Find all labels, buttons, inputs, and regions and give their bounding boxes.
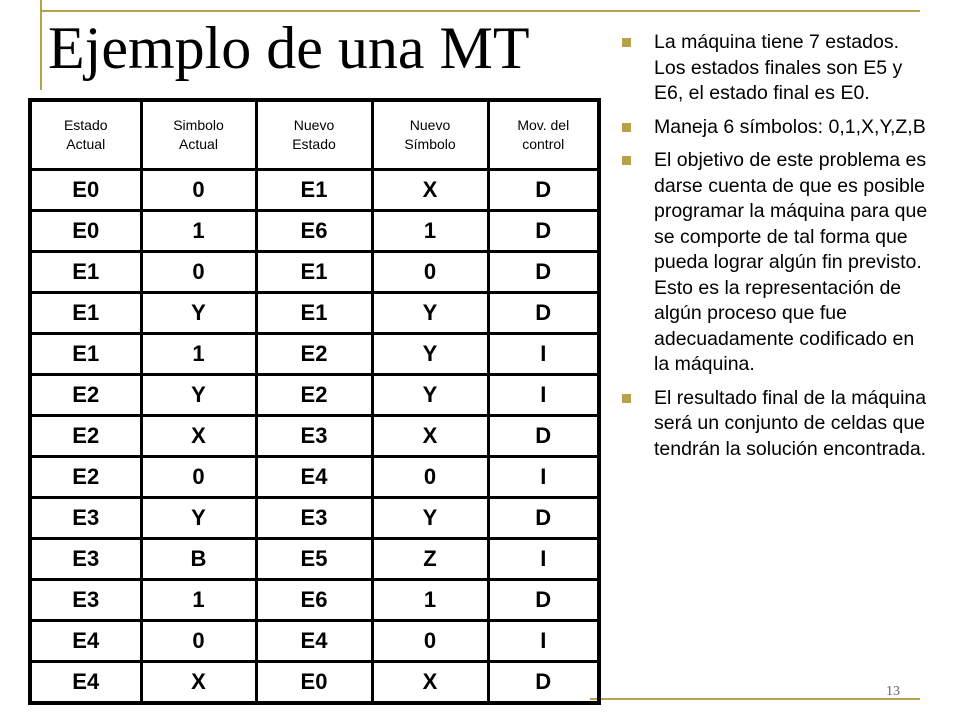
table-row xyxy=(30,170,599,211)
table-row xyxy=(30,416,599,457)
header-nuevo-simbolo: Nuevo Símbolo xyxy=(372,100,488,170)
table-cell: I xyxy=(488,621,599,662)
square-bullet-icon xyxy=(622,394,631,403)
table-cell: 0 xyxy=(372,252,488,293)
bullet-item xyxy=(618,115,934,141)
table-cell: E1 xyxy=(30,334,141,375)
table-row xyxy=(30,498,599,539)
table-cell: E1 xyxy=(256,293,372,334)
table-cell: X xyxy=(372,416,488,457)
table-cell: D xyxy=(488,252,599,293)
table-cell: E2 xyxy=(30,416,141,457)
table-row xyxy=(30,457,599,498)
table-cell: D xyxy=(488,170,599,211)
bullet-text: El objetivo de este problema es darse cuenta de que es posible programar la máquina para que se comporte de tal forma que pueda lograr algún fin previsto. Esto es la representación de algún proceso que fue adecuadamente codificado en la máquina. xyxy=(654,149,928,375)
transition-table xyxy=(28,98,601,705)
table-cell: E2 xyxy=(256,334,372,375)
table-cell: X xyxy=(141,662,256,704)
table-cell: E3 xyxy=(30,539,141,580)
table-cell: Y xyxy=(141,293,256,334)
table-header-row xyxy=(30,100,599,170)
table-cell: 0 xyxy=(141,621,256,662)
header-mov-control: Mov. del control xyxy=(488,100,599,170)
table-cell: 1 xyxy=(141,580,256,621)
header-estado-actual: Estado Actual xyxy=(30,100,141,170)
table-cell: 1 xyxy=(372,580,488,621)
table-cell: D xyxy=(488,662,599,704)
table-cell: I xyxy=(488,457,599,498)
table-cell: E4 xyxy=(30,621,141,662)
transition-table-container xyxy=(28,98,601,705)
table-cell: E2 xyxy=(256,375,372,416)
table-cell: D xyxy=(488,580,599,621)
table-row xyxy=(30,293,599,334)
header-nuevo-estado: Nuevo Estado xyxy=(256,100,372,170)
bullet-item xyxy=(618,30,934,107)
table-cell: X xyxy=(372,662,488,704)
table-cell: Y xyxy=(141,375,256,416)
table-cell: E4 xyxy=(30,662,141,704)
table-cell: B xyxy=(141,539,256,580)
table-cell: X xyxy=(372,170,488,211)
table-row xyxy=(30,375,599,416)
table-cell: Y xyxy=(372,334,488,375)
slide-title: Ejemplo de una MT xyxy=(48,15,530,81)
table-row xyxy=(30,621,599,662)
table-cell: D xyxy=(488,293,599,334)
table-cell: 1 xyxy=(372,211,488,252)
bullet-item xyxy=(618,386,934,463)
table-body xyxy=(30,170,599,704)
bullet-item xyxy=(618,148,934,378)
top-decorative-line xyxy=(40,10,920,12)
table-cell: E6 xyxy=(256,211,372,252)
bottom-decorative-line xyxy=(590,698,920,700)
table-cell: Z xyxy=(372,539,488,580)
table-cell: E4 xyxy=(256,457,372,498)
table-row xyxy=(30,580,599,621)
table-cell: E3 xyxy=(30,580,141,621)
square-bullet-icon xyxy=(622,123,631,132)
table-row xyxy=(30,334,599,375)
bullet-text: La máquina tiene 7 estados. Los estados finales son E5 y E6, el estado final es E0. xyxy=(654,31,903,104)
table-cell: E3 xyxy=(256,416,372,457)
bullet-text: El resultado final de la máquina será un conjunto de celdas que tendrán la solución encontrada. xyxy=(654,386,927,460)
table-cell: E2 xyxy=(30,375,141,416)
table-cell: 0 xyxy=(372,621,488,662)
table-cell: 0 xyxy=(141,252,256,293)
table-cell: D xyxy=(488,211,599,252)
square-bullet-icon xyxy=(622,156,631,165)
table-cell: E2 xyxy=(30,457,141,498)
table-cell: 1 xyxy=(141,334,256,375)
table-cell: 0 xyxy=(141,170,256,211)
square-bullet-icon xyxy=(622,38,631,47)
table-cell: E4 xyxy=(256,621,372,662)
table-cell: E3 xyxy=(30,498,141,539)
table-row xyxy=(30,662,599,704)
table-row xyxy=(30,252,599,293)
table-cell: E6 xyxy=(256,580,372,621)
table-cell: D xyxy=(488,416,599,457)
table-cell: Y xyxy=(372,498,488,539)
table-cell: X xyxy=(141,416,256,457)
page-number: 13 xyxy=(886,684,900,699)
table-cell: E3 xyxy=(256,498,372,539)
left-decorative-line xyxy=(40,0,42,90)
bullet-list xyxy=(618,30,934,470)
table-cell: E0 xyxy=(30,211,141,252)
table-cell: D xyxy=(488,498,599,539)
table-cell: 0 xyxy=(141,457,256,498)
table-cell: E1 xyxy=(30,252,141,293)
table-cell: E5 xyxy=(256,539,372,580)
table-cell: 1 xyxy=(141,211,256,252)
table-cell: Y xyxy=(372,293,488,334)
table-cell: E1 xyxy=(256,170,372,211)
table-cell: I xyxy=(488,334,599,375)
table-row xyxy=(30,539,599,580)
table-cell: E0 xyxy=(256,662,372,704)
header-simbolo-actual: Simbolo Actual xyxy=(141,100,256,170)
table-cell: E0 xyxy=(30,170,141,211)
table-cell: E1 xyxy=(256,252,372,293)
table-row xyxy=(30,211,599,252)
table-cell: I xyxy=(488,539,599,580)
table-cell: E1 xyxy=(30,293,141,334)
table-cell: I xyxy=(488,375,599,416)
table-cell: 0 xyxy=(372,457,488,498)
bullet-text: Maneja 6 símbolos: 0,1,X,Y,Z,B xyxy=(654,115,926,138)
table-cell: Y xyxy=(372,375,488,416)
table-cell: Y xyxy=(141,498,256,539)
